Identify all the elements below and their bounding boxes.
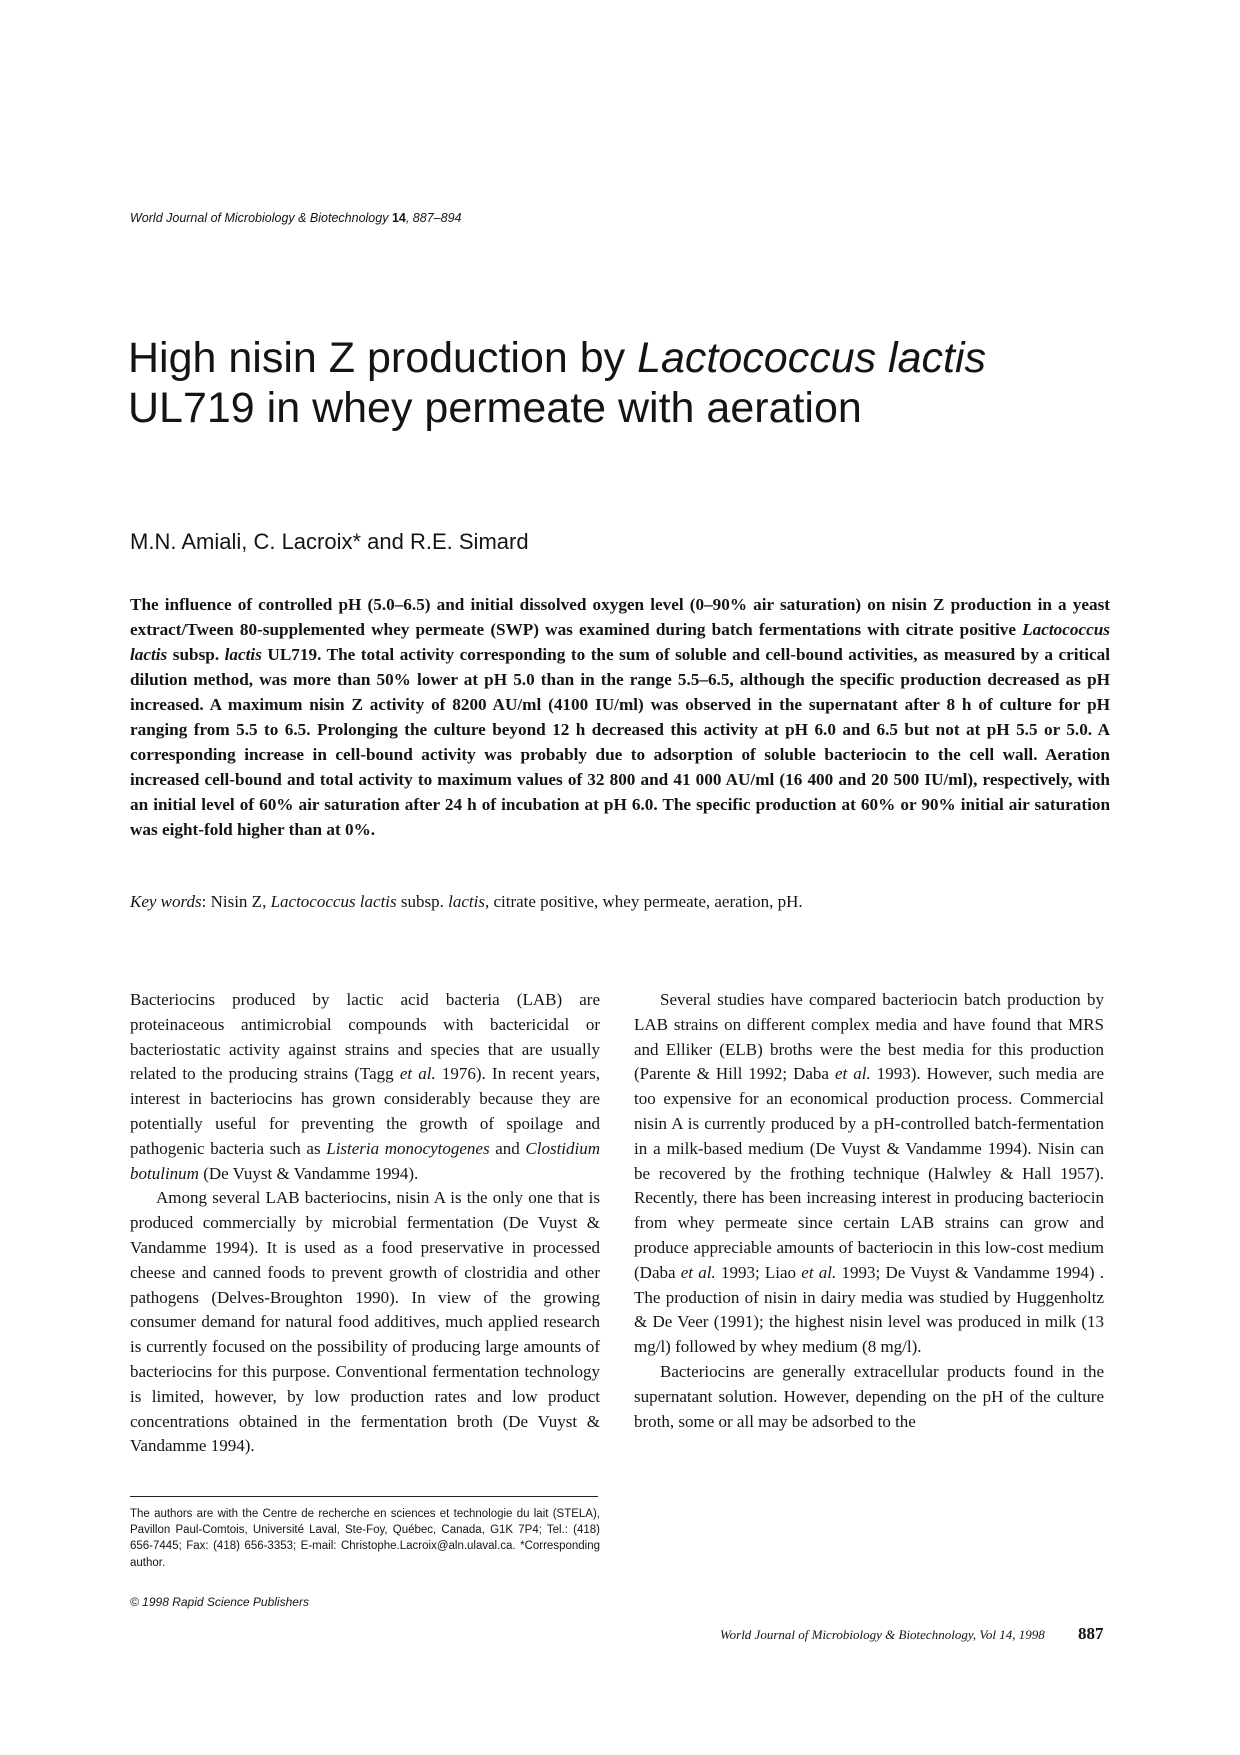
copyright-notice: © 1998 Rapid Science Publishers	[130, 1595, 309, 1609]
title-part1: High nisin Z production by	[128, 334, 638, 382]
running-head-journal: World Journal of Microbiology & Biotechnology	[130, 211, 389, 225]
running-head	[130, 211, 461, 225]
keywords-subspecies: lactis	[448, 892, 485, 911]
paragraph-text: 1993; Liao	[715, 1262, 802, 1282]
paragraph-text: 1976). In recent years, interest in bacteriocins has grown considerably because they are potentially useful for preventing the growth of spoilage and pathogenic bacteria such as	[130, 1064, 601, 1158]
paragraph-text: (De Vuyst & Vandamme 1994).	[198, 1163, 419, 1183]
paragraph-text: and	[489, 1138, 526, 1158]
paragraph-text: Bacteriocins produced by lactic acid bacteria (LAB) are proteinaceous antimicrobial compounds with bactericidal or bacteriostatic activity against strains and species that are usually related to the producing strains (Tagg	[130, 990, 600, 1084]
body-column-left	[130, 988, 600, 1459]
body-paragraph-1	[130, 988, 600, 1186]
body-paragraph-4: Bacteriocins are generally extracellular products found in the supernatant solution. However, depending on the pH of the culture broth, some or all may be adsorbed to the	[634, 1361, 1104, 1431]
abstract	[130, 592, 1110, 842]
title-organism: Lactococcus lactis	[637, 334, 987, 382]
paragraph-text: 1993). However, such media are too expensive for an economical production process. Commercial nisin A is currently produced by a pH-controlled batch-fermentation in a milk-based medium (De Vuyst & Vandamme 1994). Nisin can be recovered by the frothing technique (Halwley & Hall 1957). Recently, there has been increasing interest in producing bacteriocin from whey permeate since certain LAB strains can grow and produce appreciable amounts of bacteriocin in this low-cost medium (Daba	[634, 1064, 1104, 1282]
paragraph-text: Several studies have compared bacteriocin batch production by LAB strains on different complex media and have found that MRS and Elliker (ELB) broths were the best media for this production (Parente & Hill 1992; Daba	[634, 990, 1104, 1084]
body-paragraph-2: Among several LAB bacteriocins, nisin A is the only one that is produced commercially by microbial fermentation (De Vuyst & Vandamme 1994). It is used as a food preservative in processed cheese and canned foods to prevent growth of clostridia and other pathogens (Delves-Broughton 1990). In view of the growing consumer demand for natural food additives, much applied research is currently focused on the possibility of producing large amounts of bacteriocins for this purpose. Conventional fermentation technology is limited, however, by low production rates and low product concentrations obtained in the fermentation broth (De Vuyst & Vandamme 1994).	[130, 1188, 600, 1456]
keywords-organism: Lactococcus lactis	[270, 892, 397, 911]
paragraph-text: 1993; De Vuyst & Vandamme 1994) . The production of nisin in dairy media was studied by Huggenholtz & De Veer (1991); the highest nisin level was produced in milk (13 mg/l) followed by whey medium (8 mg/l).	[634, 1262, 1104, 1357]
paragraph-italic: et al.	[399, 1064, 436, 1084]
title-part2: UL719 in whey permeate with aeration	[128, 384, 862, 432]
abstract-subspecies: lactis	[224, 645, 262, 664]
paragraph-italic: et al.	[680, 1262, 716, 1282]
body-paragraph-3	[634, 988, 1104, 1360]
paragraph-italic: et al.	[801, 1262, 837, 1282]
keywords-text: : Nisin Z,	[201, 892, 271, 911]
author-list: M.N. Amiali, C. Lacroix* and R.E. Simard	[130, 529, 529, 554]
article-title	[128, 333, 1128, 433]
keywords-text: subsp.	[396, 892, 449, 911]
footer-journal: World Journal of Microbiology & Biotechnology, Vol 14, 1998	[720, 1627, 1045, 1642]
footnote-divider	[130, 1496, 598, 1497]
abstract-organism: Lactococcus lactis	[130, 620, 1110, 664]
page-number: 887	[1078, 1624, 1104, 1643]
abstract-text: subsp.	[167, 645, 225, 664]
keywords-text: , citrate positive, whey permeate, aeration, pH.	[484, 892, 803, 911]
running-head-pages: , 887–894	[405, 211, 462, 225]
paragraph-italic: Listeria monocytogenes	[326, 1138, 490, 1158]
keywords-label: Key words	[130, 892, 202, 911]
abstract-text: UL719. The total activity corresponding to the sum of soluble and cell-bound activities, as measured by a critical dilution method, was more than 50% lower at pH 5.0 than in the range 5.5–6.5, although the specific production decreased as pH increased. A maximum nisin Z activity of 8200 AU/ml (4100 IU/ml) was observed in the supernatant after 8 h of culture for pH ranging from 5.5 to 6.5. Prolonging the culture beyond 12 h decreased this activity at pH 6.0 and 6.5 but not at pH 5.5 or 5.0. A corresponding increase in cell-bound activity was probably due to adsorption of soluble bacteriocin to the cell wall. Aeration increased cell-bound and total activity to maximum values of 32 800 and 41 000 AU/ml (16 400 and 20 500 IU/ml), respectively, with an initial level of 60% air saturation after 24 h of incubation at pH 6.0. The specific production at 60% or 90% initial air saturation was eight-fold higher than at 0%.	[130, 645, 1110, 839]
abstract-text: The influence of controlled pH (5.0–6.5) and initial dissolved oxygen level (0–90% air saturation) on nisin Z production in a yeast extract/Tween 80-supplemented whey permeate (SWP) was examined during batch fermentations with citrate positive	[130, 595, 1110, 639]
body-column-right	[634, 988, 1104, 1434]
keywords	[130, 890, 1110, 914]
running-head-volume: 14	[391, 211, 406, 225]
author-affiliation-footnote: The authors are with the Centre de recherche en sciences et technologie du lait (STELA), Pavillon Paul-Comtois, Université Laval, Ste-Foy, Québec, Canada, G1K 7P4; Tel.: (418) 656-7445; Fax: (418) 656-3353; E-mail: Christophe.Lacroix@aln.ulaval.ca. *Corresponding author.	[130, 1508, 600, 1569]
paragraph-italic: et al.	[834, 1064, 871, 1084]
paragraph-italic: Clostidium botulinum	[130, 1138, 601, 1183]
